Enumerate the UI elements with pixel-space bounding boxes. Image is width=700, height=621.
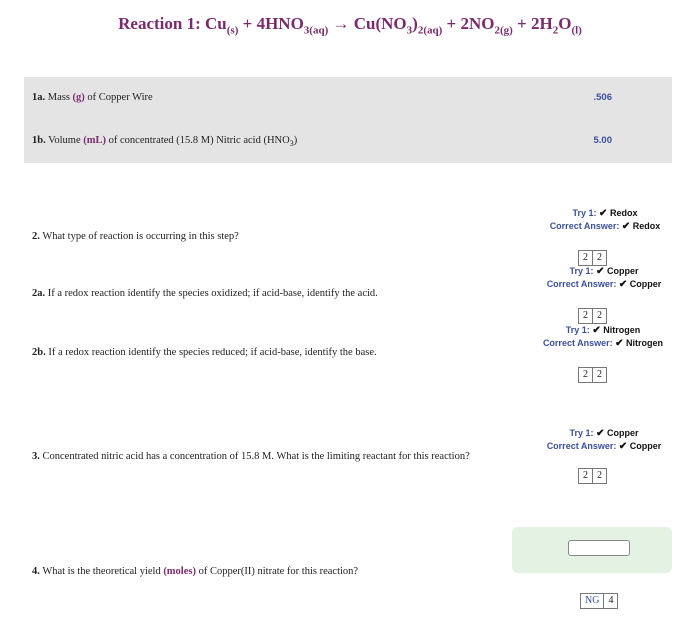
correct-label: Correct Answer: [542, 338, 613, 348]
mass-value: .506 [593, 92, 612, 103]
row-text: of Copper Wire [84, 92, 153, 103]
question-2a [32, 288, 378, 299]
product-no2: 2NO [460, 14, 495, 33]
product-water: 2H [530, 14, 553, 33]
title-prefix: Reaction 1: [118, 14, 201, 33]
water-subscript: 2 [552, 24, 559, 37]
question-text: If a redox reaction identify the species reduced; if acid-base, identify the base. [48, 347, 377, 358]
paren-close: ) [412, 14, 418, 33]
try-label: Try 1: [569, 266, 594, 276]
reactant-cu: Cu [205, 14, 227, 33]
feedback-q2b [532, 324, 674, 350]
correct-label: Correct Answer: [549, 221, 620, 231]
question-text: If a redox reaction identify the species oxidized; if acid-base, identify the acid. [47, 288, 378, 299]
question-text: What type of reaction is occurring in this step? [42, 231, 239, 242]
data-row-volume [24, 120, 672, 163]
correct-answer: Redox [632, 221, 661, 231]
tries-counter-q2 [578, 250, 607, 266]
row-subscript: 3 [289, 139, 294, 149]
state-liquid: (l) [571, 24, 582, 37]
correct-label: Correct Answer: [546, 441, 617, 451]
answer-input-q4[interactable] [568, 540, 630, 556]
question-number: 3. [32, 451, 40, 462]
question-4 [32, 566, 358, 577]
reaction-arrow: → [332, 14, 350, 33]
row-text: Mass [47, 92, 73, 103]
tries-counter-q3 [578, 468, 607, 484]
check-icon: ✔ [599, 208, 608, 219]
tries-counter-q4 [580, 593, 618, 609]
row-text: of concentrated (15.8 M) Nitric acid (HNO [106, 135, 290, 146]
mass-label [32, 92, 153, 103]
question-number: 2a. [32, 288, 46, 299]
try-answer: Copper [606, 266, 639, 276]
not-graded-indicator: NG [585, 595, 600, 606]
question-3 [32, 451, 470, 462]
state-solid: (s) [226, 24, 239, 37]
tries-allowed: 2 [592, 251, 606, 265]
check-icon: ✔ [615, 338, 624, 349]
correct-answer: Nitrogen [626, 338, 664, 348]
question-number: 2b. [32, 347, 46, 358]
check-icon: ✔ [618, 279, 628, 290]
question-number: 4. [32, 566, 40, 577]
nitrate-subscript: 3 [406, 24, 413, 37]
tries-used: 2 [583, 310, 588, 321]
question-text: What is the theoretical yield [42, 566, 164, 577]
try-answer: Copper [606, 428, 639, 438]
check-icon: ✔ [596, 428, 605, 439]
row-text: ) [293, 135, 298, 146]
check-icon: ✔ [621, 221, 631, 232]
data-row-mass [24, 77, 672, 120]
question-2 [32, 231, 239, 242]
feedback-q3 [536, 427, 672, 453]
check-icon: ✔ [596, 266, 605, 277]
question-text: Concentrated nitric acid has a concentration of 15.8 M. What is the limiting reactant for this reaction? [42, 451, 470, 462]
correct-answer: Copper [629, 279, 662, 289]
row-number: 1a. [32, 92, 46, 103]
hno3-subscript: 3(aq) [303, 24, 329, 37]
row-number: 1b. [32, 135, 46, 146]
correct-label: Correct Answer: [546, 279, 617, 289]
tries-allowed: 4 [603, 594, 617, 608]
row-unit: (mL) [83, 135, 107, 146]
reaction-title [0, 14, 700, 36]
tries-counter-q2b [578, 367, 607, 383]
try-answer: Nitrogen [603, 325, 641, 335]
feedback-q2 [540, 207, 670, 233]
plus-sign: + [446, 14, 457, 33]
given-data-box [24, 77, 672, 163]
copper-nitrate-subscript: 2(aq) [417, 24, 443, 37]
question-2b [32, 347, 377, 358]
product-copper-nitrate: Cu(NO [353, 14, 407, 33]
tries-used: 2 [583, 252, 588, 263]
reactant-hno3: 4HNO [256, 14, 304, 33]
plus-sign: + [517, 14, 527, 33]
feedback-q2a [536, 265, 672, 291]
question-emphasis: (moles) [163, 566, 196, 577]
try-answer: Redox [609, 208, 638, 218]
tries-allowed: 2 [592, 469, 606, 483]
plus-sign: + [242, 14, 253, 33]
volume-value: 5.00 [593, 135, 612, 146]
water-oxygen: O [558, 14, 572, 33]
check-icon: ✔ [592, 325, 601, 336]
tries-counter-q2a [578, 308, 607, 324]
try-label: Try 1: [569, 428, 594, 438]
correct-answer: Copper [629, 441, 662, 451]
try-label: Try 1: [572, 208, 597, 218]
no2-subscript: 2(g) [494, 24, 513, 37]
tries-used: 2 [583, 369, 588, 380]
tries-allowed: 2 [592, 368, 606, 382]
row-text: Volume [48, 135, 84, 146]
tries-allowed: 2 [592, 309, 606, 323]
question-text: of Copper(II) nitrate for this reaction? [195, 566, 359, 577]
question-number: 2. [32, 231, 40, 242]
check-icon: ✔ [618, 441, 628, 452]
row-unit: (g) [72, 92, 85, 103]
try-label: Try 1: [565, 325, 590, 335]
tries-used: 2 [583, 470, 588, 481]
answer-panel-q4 [512, 527, 672, 573]
volume-label [32, 135, 297, 148]
